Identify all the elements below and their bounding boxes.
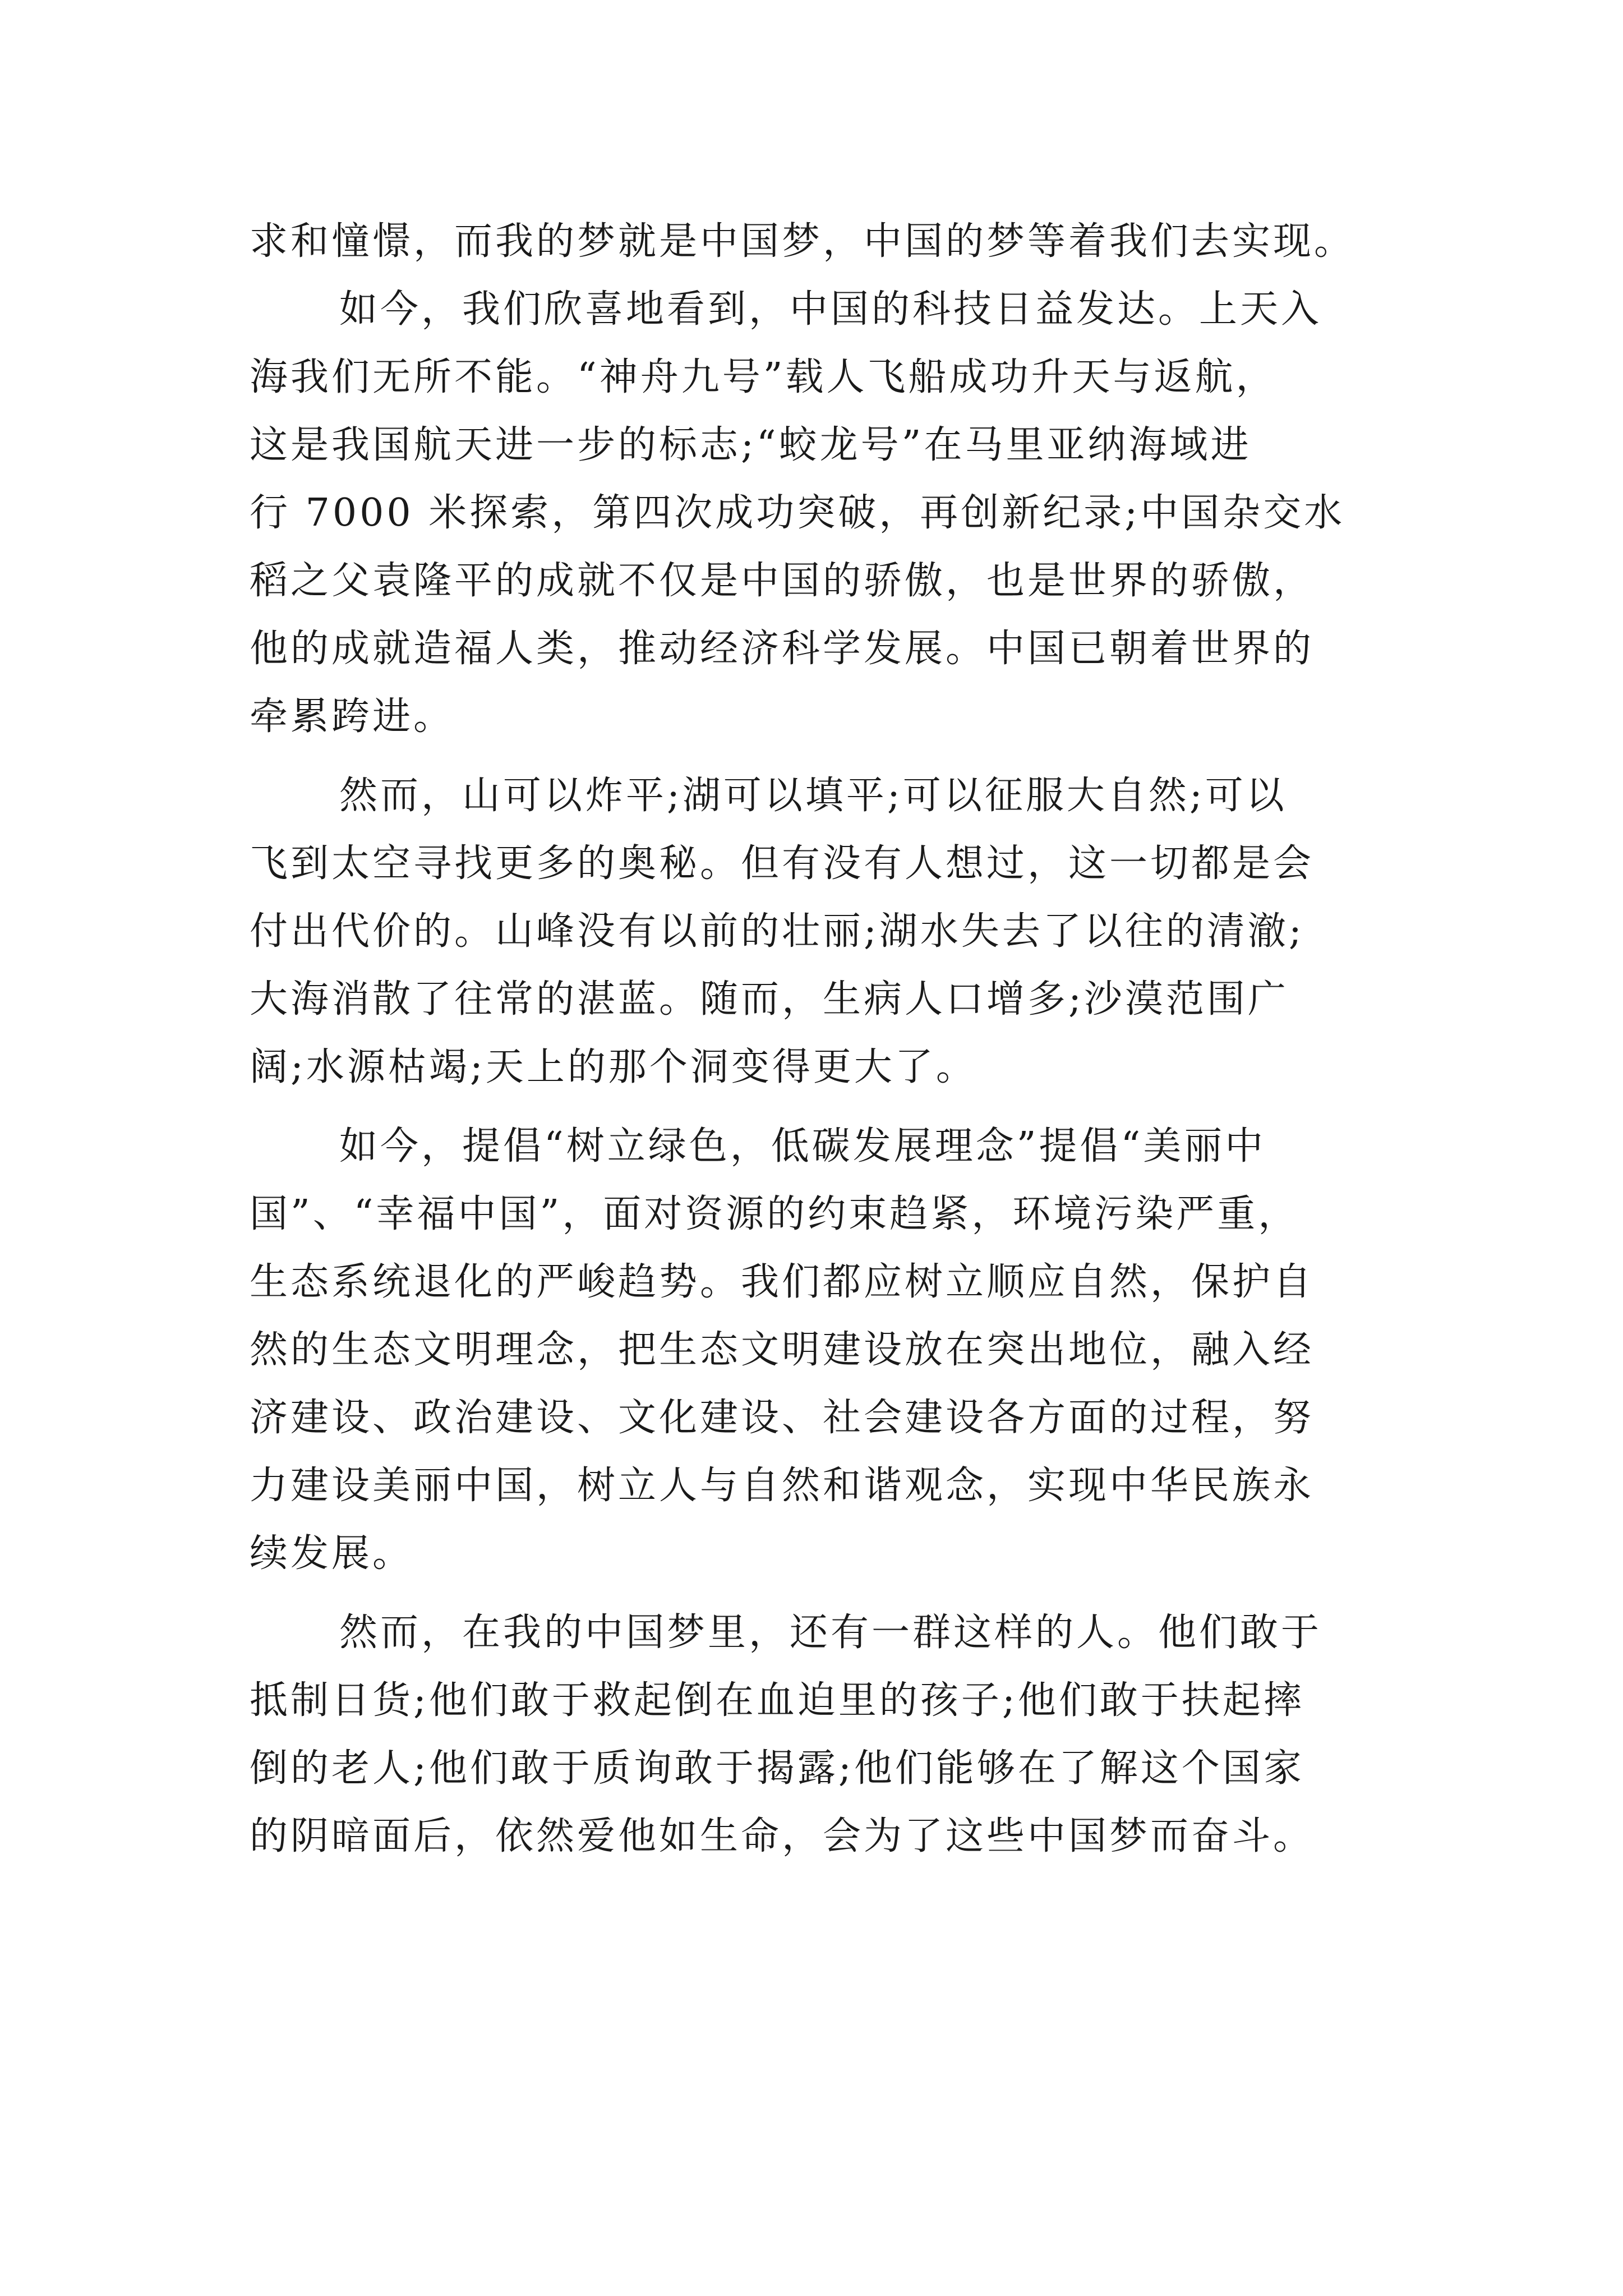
text-line: 倒的老人;他们敢于质询敢于揭露;他们能够在了解这个国家 (250, 1746, 1304, 1791)
text-line: 求和憧憬，而我的梦就是中国梦，中国的梦等着我们去实现。 (250, 219, 1355, 264)
text-line: 海我们无所不能。“神舟九号”载人飞船成功升天与返航， (250, 355, 1277, 399)
text-line: 行 7000 米探索，第四次成功突破，再创新纪录;中国杂交水 (250, 491, 1345, 535)
paragraph-first-line: 然而，山可以炸平;湖可以填平;可以征服大自然;可以 (339, 774, 1287, 818)
text-line: 生态系统退化的严峻趋势。我们都应树立顺应自然，保护自 (250, 1260, 1315, 1304)
text-line: 续发展。 (250, 1531, 414, 1576)
text-line: 大海消散了往常的湛蓝。随而，生病人口增多;沙漠范围广 (250, 977, 1289, 1022)
text-line: 济建设、政治建设、文化建设、社会建设各方面的过程，努 (250, 1396, 1315, 1440)
paragraph-first-line: 如今，我们欣喜地看到，中国的科技日益发达。上天入 (339, 287, 1322, 332)
paragraph-first-line: 如今，提倡“树立绿色，低碳发展理念”提倡“美丽中 (339, 1124, 1266, 1168)
text-line: 力建设美丽中国，树立人与自然和谐观念，实现中华民族永 (250, 1464, 1315, 1508)
text-line: 飞到太空寻找更多的奥秘。但有没有人想过，这一切都是会 (250, 841, 1315, 886)
paragraph-first-line: 然而，在我的中国梦里，还有一群这样的人。他们敢于 (339, 1611, 1322, 1655)
text-line: 抵制日货;他们敢于救起倒在血迫里的孩子;他们敢于扶起摔 (250, 1678, 1304, 1723)
text-line: 付出代价的。山峰没有以前的壮丽;湖水失去了以往的清澈; (250, 909, 1304, 954)
text-line: 的阴暗面后，依然爱他如生命，会为了这些中国梦而奋斗。 (250, 1814, 1315, 1858)
text-line: 然的生态文明理念，把生态文明建设放在突出地位，融入经 (250, 1328, 1315, 1372)
text-line: 稻之父袁隆平的成就不仅是中国的骄傲，也是世界的骄傲， (250, 559, 1315, 603)
document-body (250, 208, 1394, 1870)
text-line: 阔;水源枯竭;天上的那个洞变得更大了。 (250, 1045, 977, 1089)
text-line: 牵累跨进。 (250, 694, 455, 739)
text-line: 这是我国航天进一步的标志;“蛟龙号”在马里亚纳海域进 (250, 423, 1252, 467)
text-line: 国”、“幸福中国”，面对资源的约束趋紧，环境污染严重， (250, 1192, 1299, 1236)
text-line: 他的成就造福人类，推动经济科学发展。中国已朝着世界的 (250, 627, 1315, 671)
